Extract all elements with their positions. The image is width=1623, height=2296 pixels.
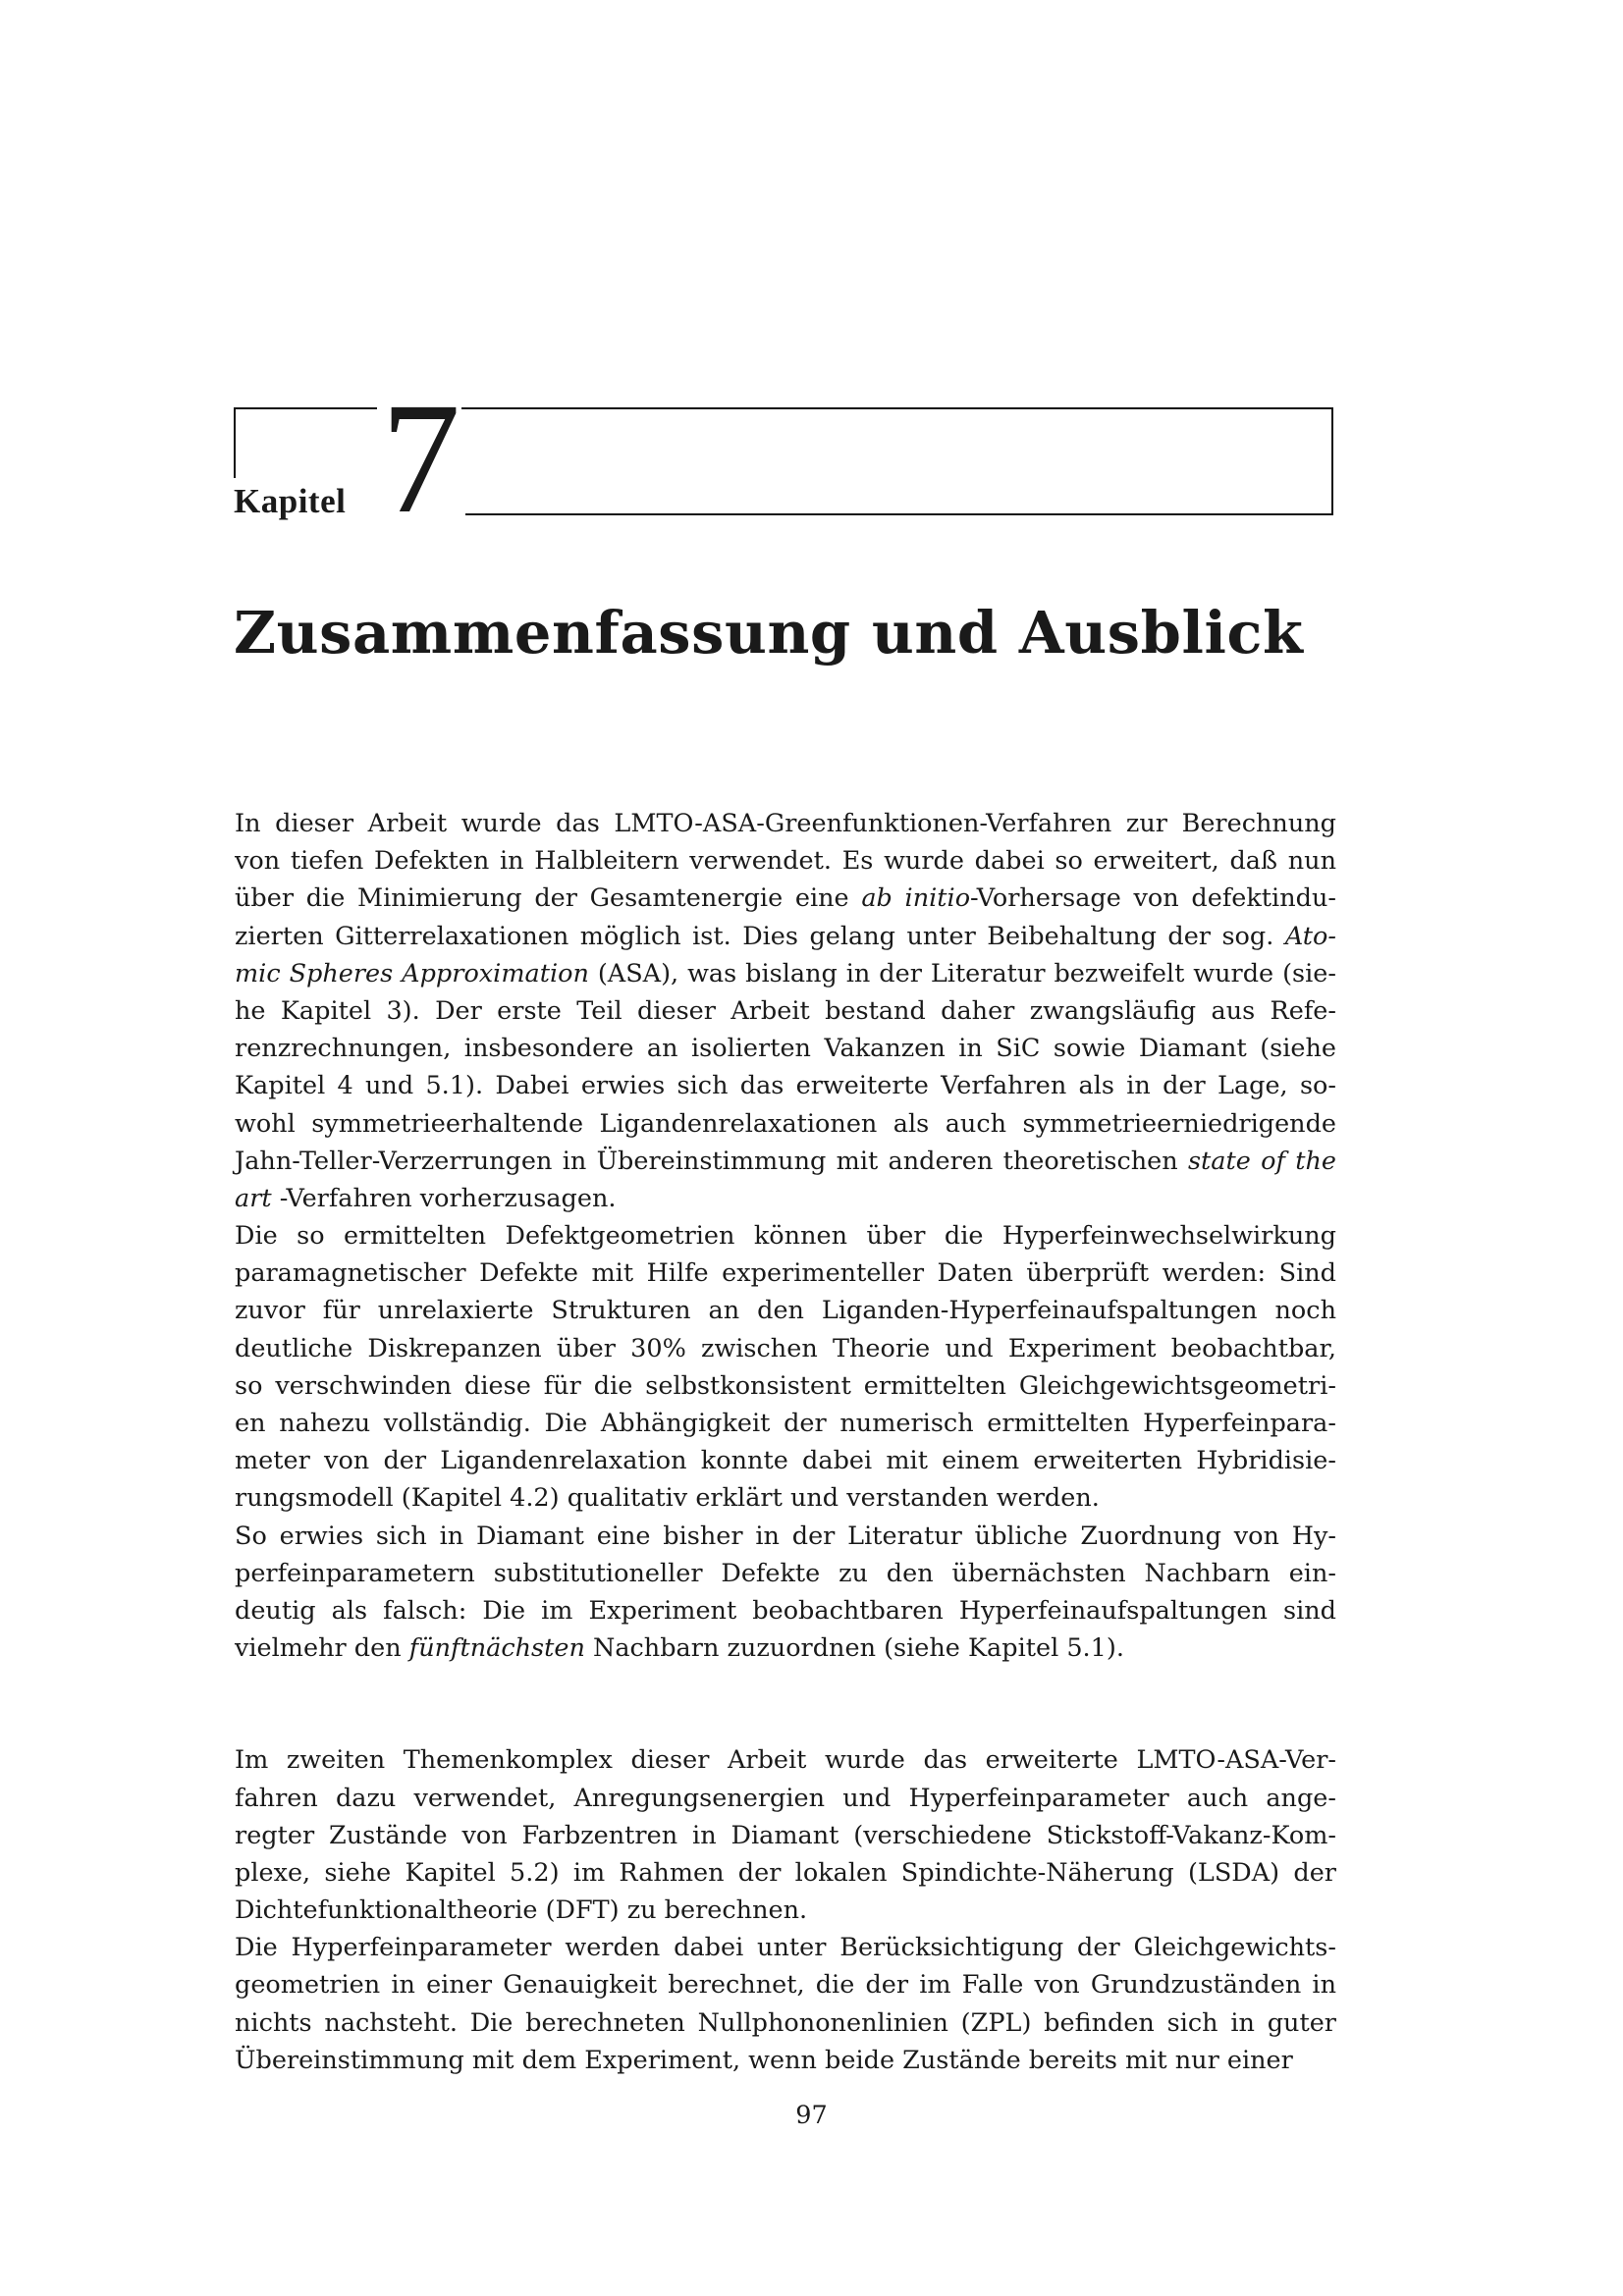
text-line: von tiefen Defekten in Halbleitern verwendet. Es wurde dabei so erweitert, daß nun [235,846,1336,877]
text-line: regter Zustände von Farbzentren in Diamant (verschiedene Stickstoff-Vakanz-Kom- [235,1820,1336,1850]
text-line: Im zweiten Themenkomplex dieser Arbeit wurde das erweiterte LMTO-ASA-Ver- [235,1745,1336,1776]
text-line: plexe, siehe Kapitel 5.2) im Rahmen der lokalen Spindichte-Näherung (LSDA) der [235,1857,1336,1888]
text-line: Dichtefunktionaltheorie (DFT) zu berechnen. [235,1896,808,1926]
paragraph-gap [235,1667,1336,1741]
text-line: Die so ermittelten Defektgeometrien können über die Hyperfeinwechselwirkung [235,1221,1336,1252]
text-line: he Kapitel 3). Der erste Teil dieser Arbeit bestand daher zwangsläufig aus Refe- [235,995,1336,1026]
body-text [235,805,1336,2079]
text-line: rungsmodell (Kapitel 4.2) qualitativ erklärt und verstanden werden. [235,1483,1100,1514]
text-line: Die Hyperfeinparameter werden dabei unter Berücksichtigung der Gleichgewichts- [235,1933,1336,1963]
emphasis: ab initio [861,883,971,914]
paragraph [235,1929,1336,2079]
frame-rule-left [234,407,236,478]
paragraph [235,1217,1336,1518]
emphasis: Ato- [1284,921,1336,951]
text-line: Übereinstimmung mit dem Experiment, wenn beide Zustände bereits mit nur einer [235,2045,1293,2075]
text-line: geometrien in einer Genauigkeit berechnet, die der im Falle von Grundzuständen in [235,1970,1336,2001]
text-line: nichts nachsteht. Die berechneten Nullphononenlinien (ZPL) befinden sich in guter [235,2007,1336,2038]
text-line: So erwies sich in Diamant eine bisher in der Literatur übliche Zuordnung von Hy- [235,1521,1336,1551]
text-line: über die Minimierung der Gesamtenergie eine ab initio-Vorhersage von defektindu- [235,883,1336,914]
text-line: deutliche Diskrepanzen über 30% zwischen Theorie und Experiment beobachtbar, [235,1333,1336,1363]
frame-rule-right [1331,407,1333,515]
text-line: meter von der Ligandenrelaxation konnte dabei mit einem erweiterten Hybridisie- [235,1446,1336,1476]
paragraph [235,1741,1336,1929]
paragraph [235,1518,1336,1668]
text-line: In dieser Arbeit wurde das LMTO-ASA-Greenfunktionen-Verfahren zur Berechnung [235,809,1336,838]
emphasis: mic Spheres Approximation [235,958,589,988]
frame-rule-top-right [461,407,1333,409]
chapter-header [234,371,1333,547]
text-line: paramagnetischer Defekte mit Hilfe experimenteller Daten überprüft werden: Sind [235,1258,1336,1289]
chapter-label: Kapitel [234,482,347,520]
text-line: mic Spheres Approximation (ASA), was bislang in der Literatur bezweifelt wurde (sie- [235,958,1336,988]
text-line: zierten Gitterrelaxationen möglich ist. Dies gelang unter Beibehaltung der sog. Ato- [235,921,1336,951]
text-line: perfeinparametern substitutioneller Defekte zu den übernächsten Nachbarn ein- [235,1558,1336,1588]
chapter-title: Zusammenfassung und Ausblick [234,599,1304,667]
text-line: zuvor für unrelaxierte Strukturen an den Liganden-Hyperfeinaufspaltungen noch [235,1296,1336,1326]
text-line: wohl symmetrieerhaltende Ligandenrelaxationen als auch symmetrieerniedrigende [235,1108,1336,1139]
text-line: Jahn-Teller-Verzerrungen in Übereinstimmung mit anderen theoretischen state of the [235,1146,1336,1176]
text-line: art -Verfahren vorherzusagen. [235,1183,617,1213]
text-line: en nahezu vollständig. Die Abhängigkeit der numerisch ermittelten Hyperfeinpara- [235,1409,1336,1438]
emphasis: fünftnächsten [408,1633,585,1664]
text-line: so verschwinden diese für die selbstkonsistent ermittelten Gleichgewichtsgeometri- [235,1370,1336,1401]
text-line: deutig als falsch: Die im Experiment beobachtbaren Hyperfeinaufspaltungen sind [235,1595,1336,1626]
frame-rule-top-left [234,407,377,409]
text-line: vielmehr den fünftnächsten Nachbarn zuzuordnen (siehe Kapitel 5.1). [235,1633,1124,1664]
emphasis: art [235,1183,272,1213]
text-line: renzrechnungen, insbesondere an isolierten Vakanzen in SiC sowie Diamant (siehe [235,1034,1336,1064]
paragraph [235,805,1336,1217]
text-line: fahren dazu verwendet, Anregungsenergien und Hyperfeinparameter auch ange- [235,1783,1336,1813]
frame-rule-bottom [465,513,1333,515]
emphasis: state of the [1187,1146,1336,1176]
text-line: Kapitel 4 und 5.1). Dabei erwies sich das erweiterte Verfahren als in der Lage, so- [235,1071,1336,1101]
page-number: 97 [795,2101,828,2130]
chapter-number: 7 [381,371,460,547]
